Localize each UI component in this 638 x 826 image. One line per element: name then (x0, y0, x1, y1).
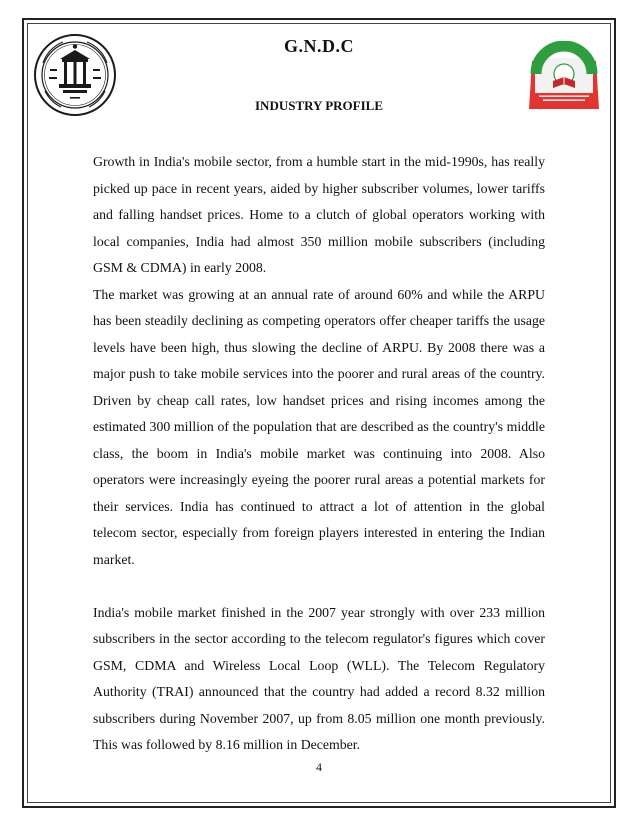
page-number: 4 (316, 760, 322, 774)
paragraph-subscribers: India's mobile market finished in the 2007 year strongly with over 233 million subscribers in the sector according to the telecom regulator's figures which cover GSM, CDMA and Wireless Local Loop (WLL). The Telecom Regulatory Authority (TRAI) announced that the country had added a record 8.32 million subscribers during November 2007, up from 8.05 million one month previously. This was followed by 8.16 million in December. (93, 604, 545, 752)
paragraph-growth: Growth in India's mobile sector, from a humble start in the mid-1990s, has really picked up pace in recent years, aided by higher subscriber volumes, lower tariffs and falling handset prices. Home to a clutch of global operators working with local companies, India had almost 350 million mobile subscribers (including GSM & CDMA) in early 2008. (93, 154, 545, 275)
paragraph-market: The market was growing at an annual rate of around 60% and while the ARPU has been steadily declining as competing operators offer cheaper tariffs the usage levels have been high, thus slowing the decline of ARPU. By 2008 there was a major push to take mobile services into the poorer and rural areas of the country. Driven by cheap call rates, low handset prices and rising incomes among the estimated 300 million of the population that are described as the country's middle class, the boom in India's mobile market was continuing into 2008. Also operators were increasingly eyeing the poorer rural areas a potential markets for their services. India has continued to attract a lot of attention in the global telecom sector, especially from foreign players interested in entering the Indian market. (93, 286, 545, 567)
section-title: INDUSTRY PROFILE (255, 98, 383, 113)
body-text (93, 149, 545, 759)
college-name: G.N.D.C (284, 36, 354, 56)
